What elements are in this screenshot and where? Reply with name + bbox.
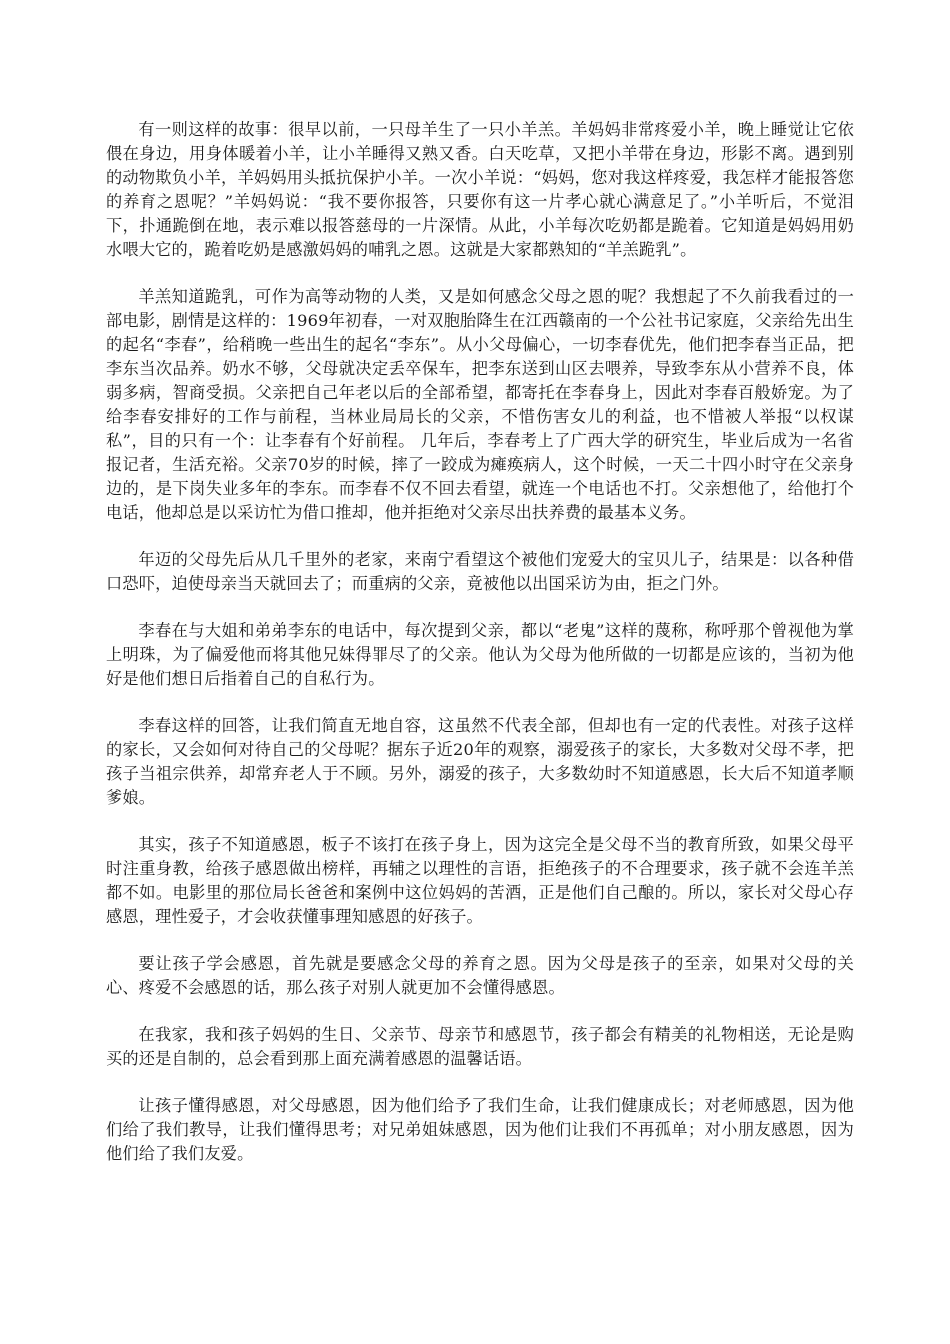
article-body [106,118,854,1189]
paragraph-parents-visit: 年迈的父母先后从几千里外的老家，来南宁看望这个被他们宠爱大的宝贝儿子，结果是：以各种借口恐吓，迫使母亲当天就回去了；而重病的父亲，竟被他以出国采访为由，拒之门外。 [106,550,854,593]
paragraph-parental-example: 其实，孩子不知道感恩，板子不该打在孩子身上，因为这完全是父母不当的教育所致，如果父母平时注重身教，给孩子感恩做出榜样，再辅之以理性的言语，拒绝孩子的不合理要求，孩子就不会连羊羔都不如。电影里的那位局长爸爸和案例中这位妈妈的苦酒，正是他们自己酿的。所以，家长对父母心存感恩，理性爱子，才会收获懂事理知感恩的好孩子。 [106,835,854,926]
paragraph-learning-gratitude: 让孩子懂得感恩，对父母感恩，因为他们给予了我们生命，让我们健康成长；对老师感恩，因为他们给了我们教导，让我们懂得思考；对兄弟姐妹感恩，因为他们让我们不再孤单；对小朋友感恩，因为他们给了我们友爱。 [106,1096,854,1163]
paragraph-gratitude-to-parents: 要让孩子学会感恩，首先就是要感念父母的养育之恩。因为父母是孩子的至亲，如果对父母的关心、疼爱不会感恩的话，那么孩子对别人就更加不会懂得感恩。 [106,954,854,997]
paragraph-family-holidays: 在我家，我和孩子妈妈的生日、父亲节、母亲节和感恩节，孩子都会有精美的礼物相送，无论是购买的还是自制的，总会看到那上面充满着感恩的温馨话语。 [106,1025,854,1068]
paragraph-phone-calls: 李春在与大姐和弟弟李东的电话中，每次提到父亲，都以“老鬼”这样的蔑称，称呼那个曾视他为掌上明珠，为了偏爱他而将其他兄妹得罪尽了的父亲。他认为父母为他所做的一切都是应该的，当初为他好是他们想日后指着自己的自私行为。 [106,621,854,688]
paragraph-representativeness: 李春这样的回答，让我们简直无地自容，这虽然不代表全部，但却也有一定的代表性。对孩子这样的家长，又会如何对待自己的父母呢？据东子近20年的观察，溺爱孩子的家长，大多数对父母不孝，把孩子当祖宗供养，却常弃老人于不顾。另外，溺爱的孩子，大多数幼时不知道感恩，长大后不知道孝顺爹娘。 [106,716,854,807]
paragraph-lamb-story: 有一则这样的故事：很早以前，一只母羊生了一只小羊羔。羊妈妈非常疼爱小羊，晚上睡觉让它依偎在身边，用身体暖着小羊，让小羊睡得又熟又香。白天吃草，又把小羊带在身边，形影不离。遇到别的动物欺负小羊，羊妈妈用头抵抗保护小羊。一次小羊说：“妈妈，您对我这样疼爱，我怎样才能报答您的养育之恩呢？”羊妈妈说：“我不要你报答，只要你有这一片孝心就心满意足了。”小羊听后，不觉泪下，扑通跪倒在地，表示难以报答慈母的一片深情。从此，小羊每次吃奶都是跪着。它知道是妈妈用奶水喂大它的，跪着吃奶是感激妈妈的哺乳之恩。这就是大家都熟知的“羊羔跪乳”。 [106,120,854,259]
paragraph-movie-plot: 羊羔知道跪乳，可作为高等动物的人类，又是如何感念父母之恩的呢？我想起了不久前我看过的一部电影，剧情是这样的：1969年初春，一对双胞胎降生在江西赣南的一个公社书记家庭，父亲给先出生的起名“李春”，给稍晚一些出生的起名“李东”。从小父母偏心，一切李春优先，他们把李春当正品，把李东当次品养。奶水不够，父母就决定丢卒保车，把李东送到山区去喂养，导致李东从小营养不良，体弱多病，智商受损。父亲把自己年老以后的全部希望，都寄托在李春身上，因此对李春百般娇宠。为了给李春安排好的工作与前程，当林业局局长的父亲，不惜伤害女儿的利益，也不惜被人举报“以权谋私”，目的只有一个：让李春有个好前程。 几年后，李春考上了广西大学的研究生，毕业后成为一名省报记者，生活充裕。父亲70岁的时候，摔了一跤成为瘫痪病人，这个时候，一天二十四小时守在父亲身边的，是下岗失业多年的李东。而李春不仅不回去看望，就连一个电话也不打。父亲想他了，给他打个电话，他却总是以采访忙为借口推却，他并拒绝对父亲尽出扶养费的最基本义务。 [106,287,854,522]
